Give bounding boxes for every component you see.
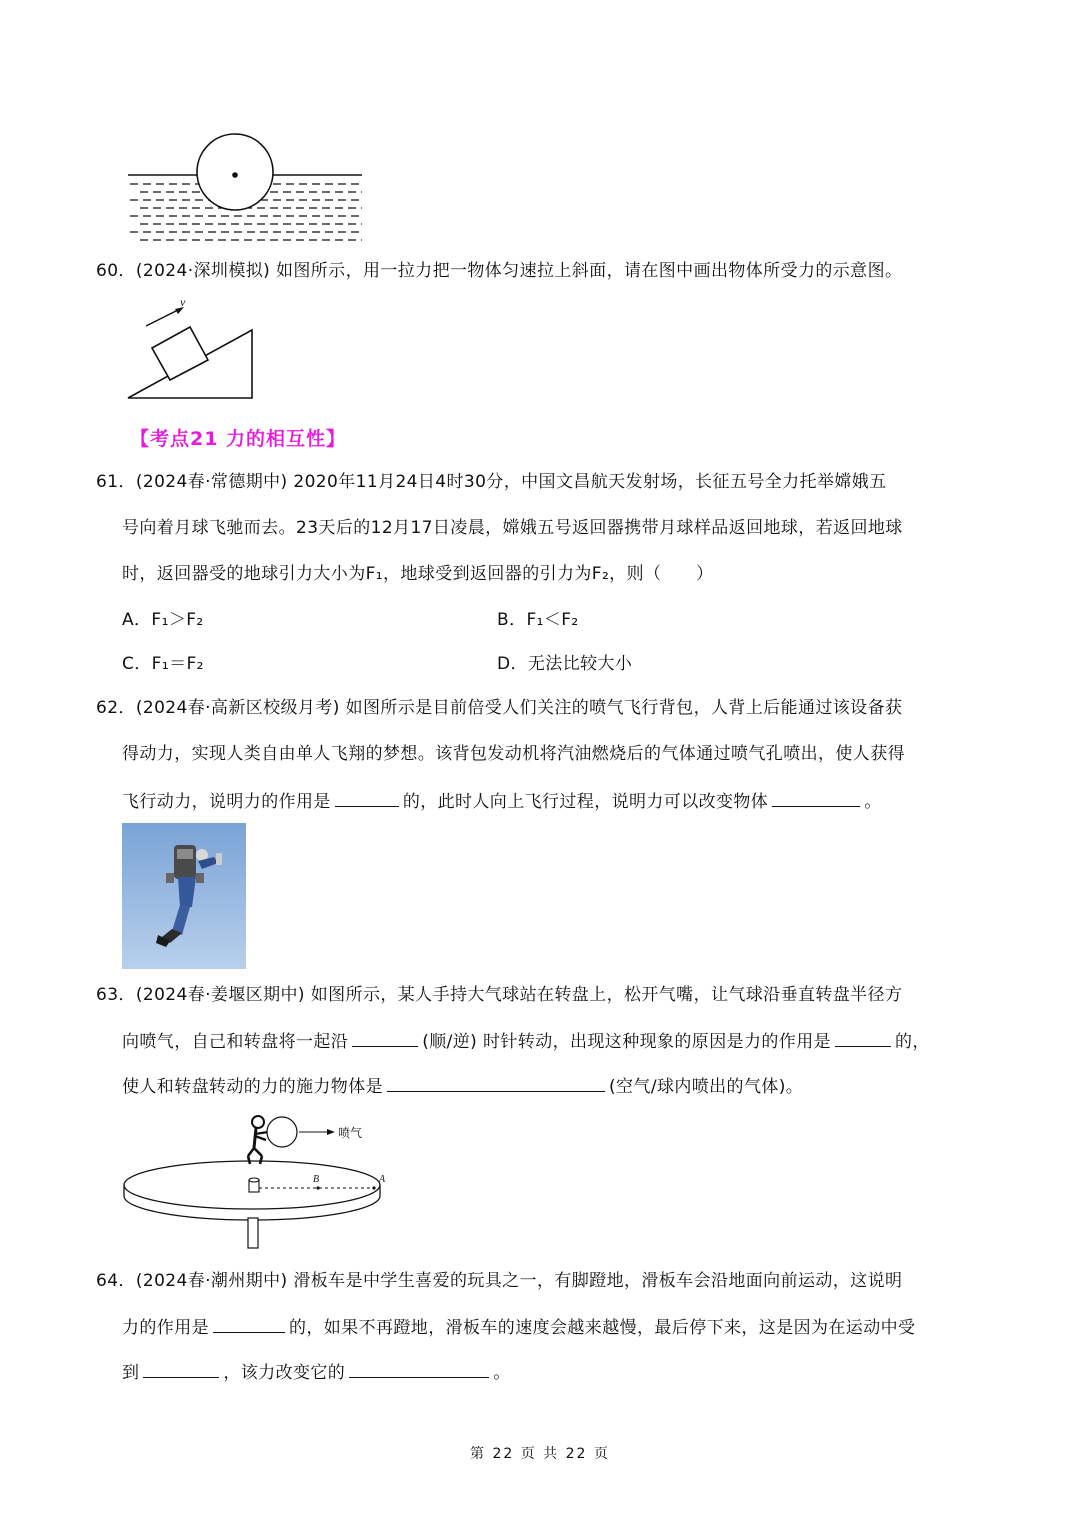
q61-line1: 61．(2024春·常德期中) 2020年11月24日4时30分，中国文昌航天发射场，长征五号全力托举嫦娥五 [96,472,887,492]
q64-blank-3[interactable] [349,1359,489,1378]
q63-line2-part1: 向喷气，自己和转盘将一起沿 [122,1032,349,1052]
q61-option-c: C．F₁＝F₂ [122,654,204,674]
q62-line3-part3: 。 [864,792,882,812]
page-footer: 第 22 页 共 22 页 [470,1446,610,1462]
jet-label: 喷气 [338,1126,363,1140]
q64-line2-part1: 力的作用是 [122,1318,209,1338]
q64-line2 [122,1314,915,1340]
q61-line3: 时，返回器受的地球引力大小为F₁，地球受到返回器的引力为F₂，则（ ） [122,564,714,584]
floating-ball-figure [125,130,365,245]
velocity-label: v [180,295,186,309]
q63-line3-part2: (空气/球内喷出的气体)。 [609,1077,804,1097]
q62-line2: 得动力，实现人类自由单人飞翔的梦想。该背包发动机将汽油燃烧后的气体通过喷气孔喷出，使人获得 [122,744,905,764]
q62-blank-2[interactable] [772,788,860,807]
q64-line3 [122,1359,511,1385]
q63-line1: 63．(2024春·姜堰区期中) 如图所示，某人手持大气球站在转盘上，松开气嘴，让气球沿垂直转盘半径方 [96,985,903,1005]
q61-option-d: D．无法比较大小 [497,654,633,674]
q64-line3-part1: 到 [122,1363,140,1383]
turntable-figure [122,1110,392,1250]
q64-line1: 64．(2024春·潮州期中) 滑板车是中学生喜爱的玩具之一，有脚蹬地，滑板车会沿地面向前运动，这说明 [96,1271,903,1291]
q62-line3-part1: 飞行动力，说明力的作用是 [122,792,331,812]
q63-line2 [122,1028,930,1054]
q64-blank-1[interactable] [213,1314,285,1333]
q60-text: 60．(2024·深圳模拟) 如图所示，用一拉力把一物体匀速拉上斜面，请在图中画出物体所受力的示意图。 [96,261,903,281]
jetpack-photo [122,823,246,969]
q61-option-a: A．F₁＞F₂ [122,610,204,630]
q63-line3 [122,1073,803,1099]
q64-line3-part3: 。 [493,1363,511,1383]
q63-line2-part2: (顺/逆) 时针转动，出现这种现象的原因是力的作用是 [422,1032,831,1052]
section-title: 【考点21 力的相互性】 [130,428,347,450]
q63-line2-part3: 的， [895,1032,930,1052]
q64-line2-part2: 的，如果不再蹬地，滑板车的速度会越来越慢，最后停下来，这是因为在运动中受 [289,1318,916,1338]
q61-option-b: B．F₁＜F₂ [497,610,579,630]
point-a-label: A [379,1174,386,1185]
incline-figure [120,295,260,405]
q62-line3 [122,788,882,814]
q62-line3-part2: 的，此时人向上飞行过程，说明力可以改变物体 [402,792,769,812]
q64-blank-2[interactable] [143,1359,219,1378]
q62-line1: 62．(2024春·高新区校级月考) 如图所示是目前倍受人们关注的喷气飞行背包，人背上后能通过该设备获 [96,698,903,718]
q62-blank-1[interactable] [335,788,399,807]
q63-line3-part1: 使人和转盘转动的力的施力物体是 [122,1077,383,1097]
q61-line2: 号向着月球飞驰而去。23天后的12月17日凌晨，嫦娥五号返回器携带月球样品返回地球，若返回地球 [122,518,903,538]
q63-blank-2[interactable] [835,1028,891,1047]
point-b-label: B [313,1174,320,1185]
q63-blank-1[interactable] [352,1028,418,1047]
q63-blank-3[interactable] [387,1073,605,1092]
q64-line3-part2: ，该力改变它的 [223,1363,346,1383]
